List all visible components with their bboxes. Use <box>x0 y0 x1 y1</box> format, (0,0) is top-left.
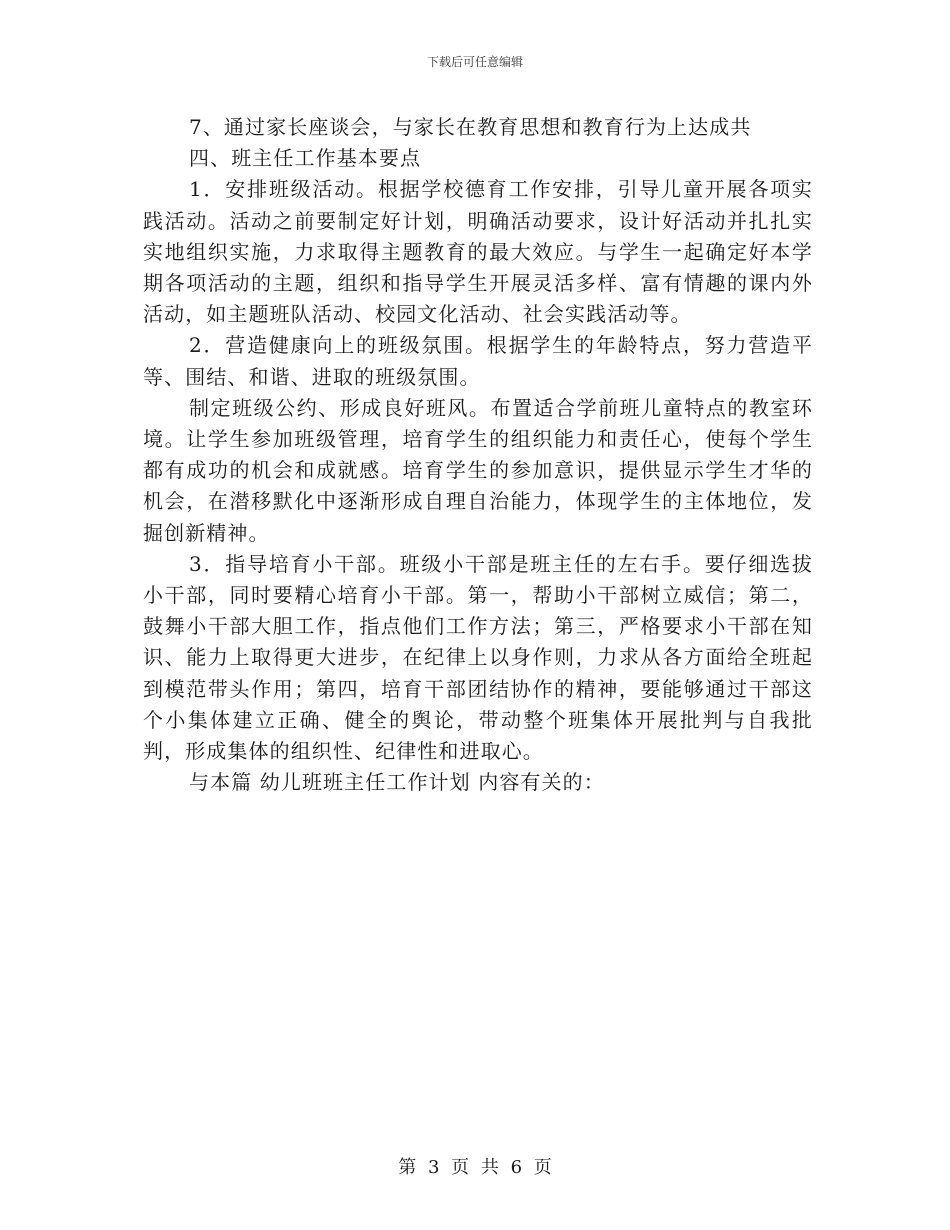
paragraph-arrange-activities: 1．安排班级活动。根据学校德育工作安排，引导儿童开展各项实践活动。活动之前要制定好计划，明确活动要求，设计好活动并扎扎实实地组织实施，力求取得主题教育的最大效应。与学生一起确定好本学期各项活动的主题，组织和指导学生开展灵活多样、富有情趣的课内外活动，如主题班队活动、校园文化活动、社会实践活动等。 <box>143 177 813 327</box>
paragraph-class-rules: 制定班级公约、形成良好班风。布置适合学前班儿童特点的教室环境。让学生参加班级管理，培育学生的组织能力和责任心，使每个学生都有成功的机会和成就感。培育学生的参加意识，提供显示学生才华的机会，在潜移默化中逐渐形成自理自治能力，体现学生的主体地位，发掘创新精神。 <box>143 395 813 545</box>
paragraph-item-7: 7、通过家长座谈会，与家长在教育思想和教育行为上达成共 <box>189 115 752 139</box>
paragraph-related-content: 与本篇 幼儿班班主任工作计划 内容有关的： <box>189 770 605 795</box>
paragraph-class-atmosphere: 2．营造健康向上的班级氛围。根据学生的年龄特点，努力营造平等、围结、和谐、进取的班级氛围。 <box>143 333 813 389</box>
paragraph-class-cadres: 3．指导培育小干部。班级小干部是班主任的左右手。要仔细选拔小干部，同时要精心培育小干部。第一，帮助小干部树立威信；第二，鼓舞小干部大胆工作，指点他们工作方法；第三，严格要求小干部在知识、能力上取得更大进步，在纪律上以身作则，力求从各方面给全班起到模范带头作用；第四，培育干部团结协作的精神，要能够通过干部这个小集体建立正确、健全的舆论，带动整个班集体开展批判与自我批判，形成集体的组织性、纪律性和进取心。 <box>143 551 813 764</box>
document-body <box>143 112 813 798</box>
page-number-footer: 第 3 页 共 6 页 <box>398 1157 552 1178</box>
page-header-note: 下载后可任意编辑 <box>426 55 523 69</box>
section-heading: 四、班主任工作基本要点 <box>189 146 422 171</box>
